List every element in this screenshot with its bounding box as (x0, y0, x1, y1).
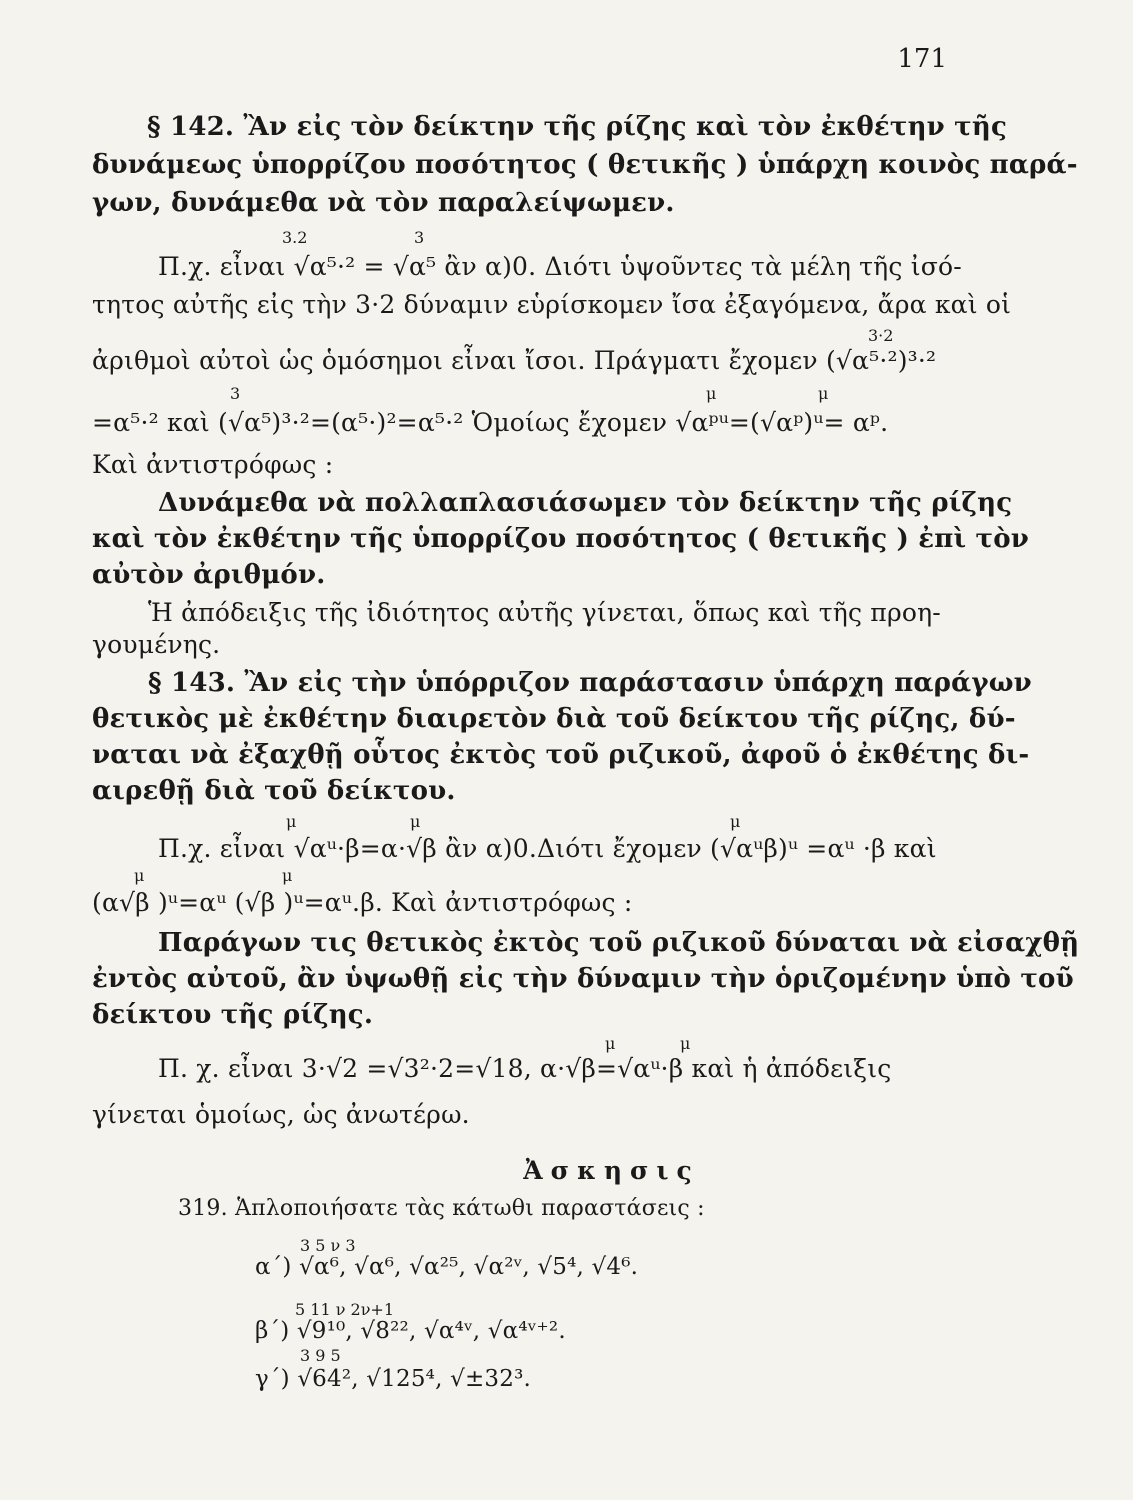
root-index: μ (134, 866, 145, 885)
root-index: 3 (414, 228, 425, 247)
exercise-indices: 3 5 ν 3 (300, 1236, 356, 1255)
example-143b-line-1: Π. χ. εἶναι 3·√2 =√3²·2=√18, α·√β=√αᵘ·β καὶ ἡ ἀπόδειξις (158, 1054, 892, 1083)
converse-143-line-3: δείκτου τῆς ρίζης. (92, 1000, 374, 1030)
example-142-line-3: ἀριθμοὶ αὐτοὶ ὡς ὁμόσημοι εἶναι ἴσοι. Πράγματι ἔχομεν (√α⁵·²)³·² (92, 346, 937, 375)
section-143-line-4: αιρεθῇ διὰ τοῦ δείκτου. (92, 776, 456, 806)
example-143-line-2: (α√β )ᵘ=αᵘ (√β )ᵘ=αᵘ.β. Καὶ ἀντιστρόφως : (92, 888, 633, 917)
root-index: μ (605, 1034, 616, 1053)
example-142-line-2: τητος αὐτῆς εἰς τὴν 3·2 δύναμιν εὑρίσκομεν ἴσα ἐξαγόμενα, ἄρα καὶ οἱ (92, 290, 1012, 319)
exercise-item-a: α΄) √α⁶, √α⁶, √α²⁵, √α²ᵛ, √5⁴, √4⁶. (255, 1254, 639, 1280)
root-index: μ (706, 384, 717, 403)
section-143-line-2: θετικὸς μὲ ἐκθέτην διαιρετὸν διὰ τοῦ δείκτου τῆς ρίζης, δύ- (92, 704, 1016, 734)
root-index: 3.2 (282, 228, 308, 247)
example-143b-line-2: γίνεται ὁμοίως, ὡς ἀνωτέρω. (92, 1100, 470, 1129)
section-142-line-2: δυνάμεως ὑπορρίζου ποσότητος ( θετικῆς ) ὑπάρχη κοινὸς παρά- (92, 150, 1078, 180)
root-index: μ (410, 812, 421, 831)
example-142-line-5: Καὶ ἀντιστρόφως : (92, 450, 334, 479)
section-142-line-1: § 142. Ἂν εἰς τὸν δείκτην τῆς ρίζης καὶ τὸν ἐκθέτην τῆς (147, 112, 1007, 142)
root-index: μ (282, 866, 293, 885)
root-index: 3·2 (868, 326, 894, 345)
example-142-line-4: =α⁵·² καὶ (√α⁵)³·²=(α⁵·)²=α⁵·² Ὁμοίως ἔχομεν √αᵖᵘ=(√αᵖ)ᵘ= αᵖ. (92, 408, 889, 437)
converse-143-line-1: Παράγων τις θετικὸς ἐκτὸς τοῦ ριζικοῦ δύναται νὰ εἰσαχθῇ (158, 928, 1080, 958)
proof-142-line-1: Ἡ ἀπόδειξις τῆς ἰδιότητος αὐτῆς γίνεται, ὅπως καὶ τῆς προη- (148, 598, 941, 627)
example-142-line-1: Π.χ. εἶναι √α⁵·² = √α⁵ ἂν α)0. Διότι ὑψοῦντες τὰ μέλη τῆς ἰσό- (158, 252, 962, 281)
exercise-intro: 319. Ἁπλοποιήσατε τὰς κάτωθι παραστάσεις : (178, 1196, 705, 1221)
section-142-line-3: γων, δυνάμεθα νὰ τὸν παραλείψωμεν. (92, 188, 675, 218)
root-index: μ (680, 1034, 691, 1053)
converse-142-line-1: Δυνάμεθα νὰ πολλαπλασιάσωμεν τὸν δείκτην τῆς ρίζης (158, 488, 1013, 518)
exercises-title: Ἀσκησις (523, 1156, 700, 1185)
converse-142-line-3: αὐτὸν ἀριθμόν. (92, 560, 326, 590)
example-143-line-1: Π.χ. εἶναι √αᵘ·β=α·√β ἂν α)0.Διότι ἔχομεν (√αᵘβ)ᵘ =αᵘ ·β καὶ (158, 834, 937, 863)
exercise-indices: 5 11 ν 2ν+1 (295, 1300, 395, 1319)
root-index: μ (730, 812, 741, 831)
exercise-item-b: β΄) √9¹⁰, √8²², √α⁴ᵛ, √α⁴ᵛ⁺². (255, 1318, 566, 1344)
exercise-item-c: γ΄) √64², √125⁴, √±32³. (255, 1366, 532, 1392)
exercise-indices: 3 9 5 (300, 1346, 341, 1365)
converse-142-line-2: καὶ τὸν ἐκθέτην τῆς ὑπορρίζου ποσότητος ( θετικῆς ) ἐπὶ τὸν (92, 524, 1030, 554)
root-index: 3 (230, 384, 241, 403)
page-number: 171 (897, 44, 947, 74)
converse-143-line-2: ἐντὸς αὐτοῦ, ἂν ὑψωθῇ εἰς τὴν δύναμιν τὴν ὁριζομένην ὑπὸ τοῦ (92, 964, 1074, 994)
root-index: μ (286, 812, 297, 831)
root-index: μ (818, 384, 829, 403)
proof-142-line-2: γουμένης. (92, 630, 221, 659)
section-143-line-1: § 143. Ἂν εἰς τὴν ὑπόρριζον παράστασιν ὑπάρχη παράγων (148, 668, 1032, 698)
section-143-line-3: ναται νὰ ἐξαχθῇ οὗτος ἐκτὸς τοῦ ριζικοῦ, ἀφοῦ ὁ ἐκθέτης δι- (92, 740, 1030, 770)
